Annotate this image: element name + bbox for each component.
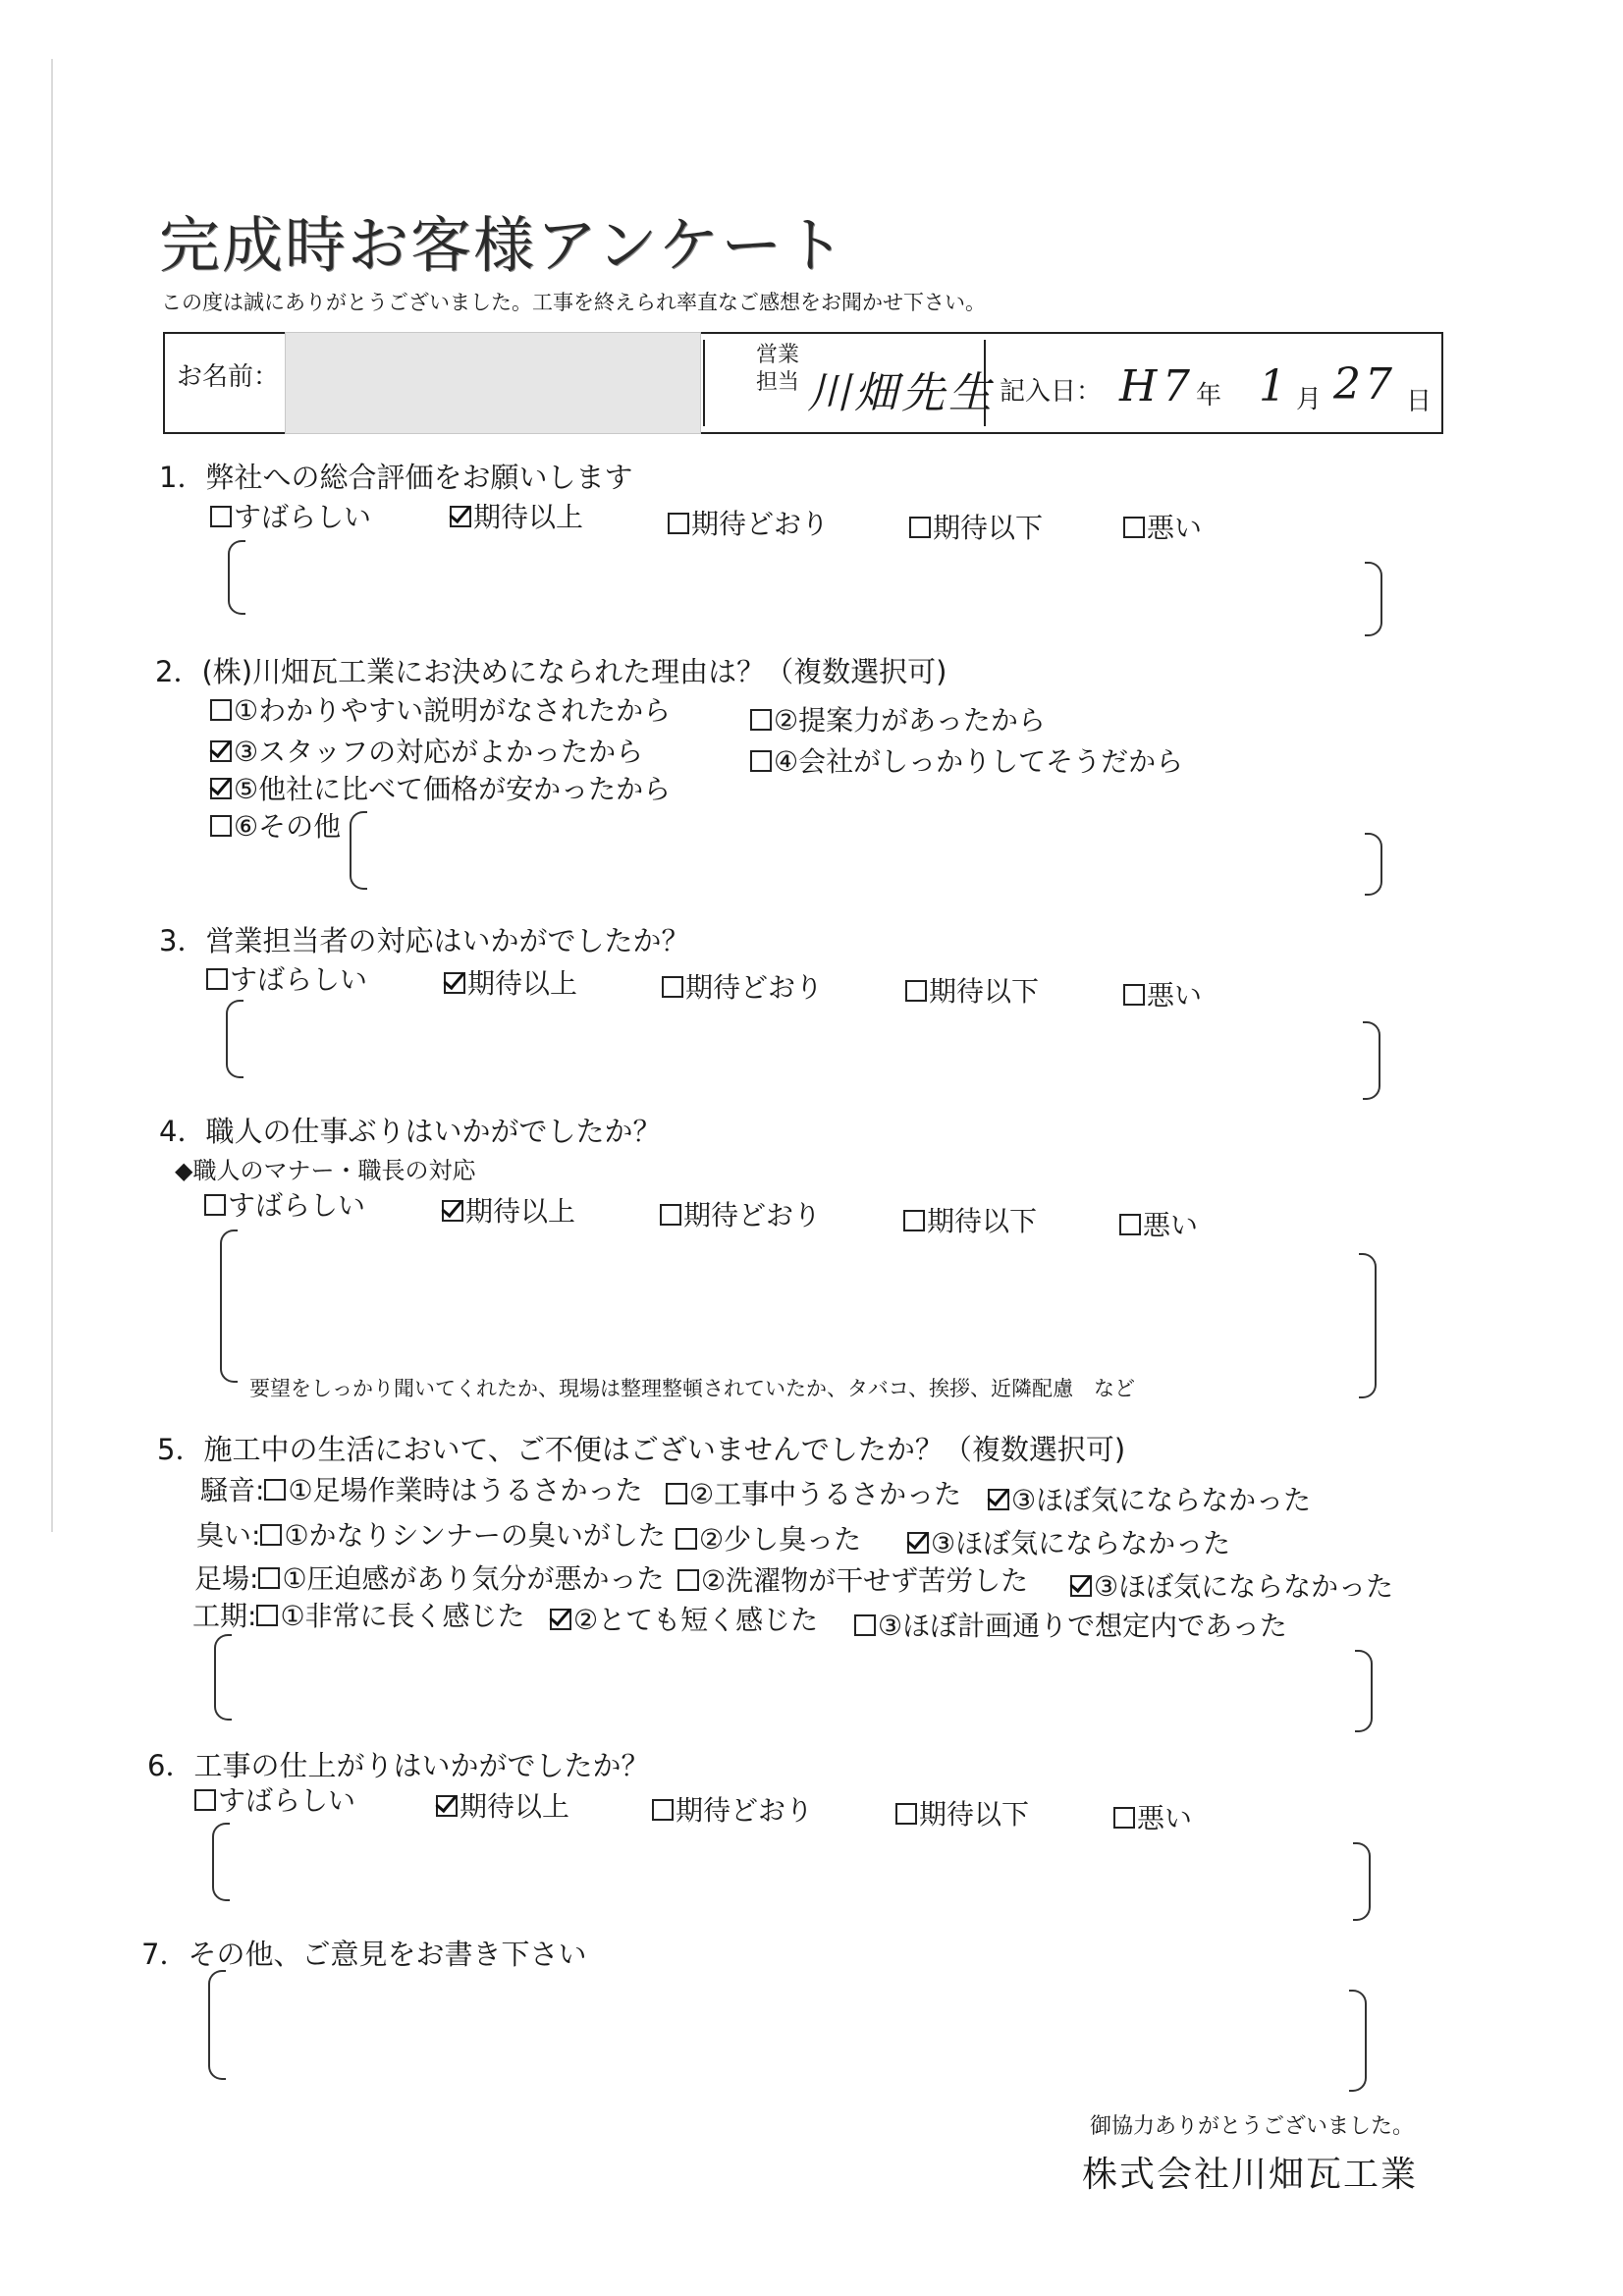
checkbox[interactable] (1123, 984, 1145, 1006)
checkbox[interactable] (676, 1528, 697, 1550)
checkbox[interactable] (854, 1614, 876, 1636)
date-month-unit: 月 (1296, 385, 1323, 414)
q4-subtitle: ◆職人のマナー・職長の対応 (175, 1157, 476, 1184)
scan-edge-line (51, 59, 53, 1532)
q4-option[interactable] (903, 1200, 1037, 1239)
company-name: 株式会社川畑瓦工業 (1082, 2155, 1419, 2195)
checkbox[interactable] (210, 506, 232, 527)
q2-option[interactable] (210, 805, 341, 845)
checkbox[interactable] (256, 1605, 278, 1626)
option-label: 悪い (1147, 512, 1203, 544)
q1-option[interactable] (1123, 507, 1202, 546)
q2-title: 2．(株)川畑瓦工業にお決めになられた理由は？（複数選択可) (155, 655, 947, 688)
comment-bracket-right (1353, 1842, 1371, 1921)
q5-option[interactable] (550, 1599, 818, 1638)
date-day: 27 (1333, 359, 1396, 410)
option-label: 期待以上 (460, 1790, 570, 1823)
q2-option[interactable] (750, 740, 1183, 780)
q1-option[interactable] (450, 496, 583, 535)
checkbox[interactable] (750, 750, 772, 772)
date-day-unit: 日 (1406, 387, 1433, 416)
comment-bracket-left (208, 1970, 226, 2080)
checkbox[interactable] (660, 1204, 681, 1226)
comment-bracket-left (220, 1230, 238, 1383)
q2-option[interactable] (210, 731, 643, 770)
q5-row-scaffold (194, 1558, 665, 1597)
q3-title: 3．営業担当者の対応はいかがでしたか？ (159, 924, 690, 957)
comment-bracket-left (214, 1634, 232, 1721)
option-label: すばらしい (230, 963, 368, 996)
q5-option[interactable] (676, 1518, 861, 1558)
sales-label-bottom: 担当 (756, 370, 800, 395)
checkbox[interactable] (895, 1803, 917, 1825)
q1-option[interactable] (909, 507, 1043, 546)
q3-option[interactable] (1123, 974, 1202, 1013)
option-label: 期待以上 (467, 967, 578, 1000)
checkbox[interactable] (903, 1210, 925, 1231)
q6-option[interactable] (652, 1789, 813, 1829)
option-label: すばらしい (234, 501, 372, 533)
checkbox-checked[interactable] (550, 1609, 571, 1630)
date-year-unit: 年 (1196, 381, 1222, 410)
option-label: ②とても短く感じた (573, 1604, 819, 1636)
q5-option[interactable] (677, 1559, 1028, 1599)
option-label: ②洗濯物が干せず苦労した (701, 1564, 1029, 1597)
row-label: 足場: (194, 1562, 259, 1595)
option-label: すばらしい (218, 1784, 356, 1817)
checkbox[interactable] (662, 976, 683, 998)
option-label: 期待どおり (676, 1794, 814, 1827)
option-label: ③スタッフの対応がよかったから (234, 736, 644, 768)
q4-option[interactable] (442, 1190, 575, 1230)
q4-hint: 要望をしっかり聞いてくれたか、現場は整理整頓されていたか、タバコ、挨拶、近隣配慮 など (249, 1377, 1135, 1400)
comment-bracket-left (228, 540, 245, 615)
q5-row-period (192, 1595, 525, 1634)
q1-option[interactable] (210, 496, 371, 535)
checkbox[interactable] (750, 709, 772, 731)
comment-bracket-right (1365, 562, 1382, 636)
q3-option[interactable] (905, 970, 1039, 1010)
option-label: 悪い (1137, 1802, 1193, 1834)
name-label: お名前： (177, 362, 280, 392)
checkbox[interactable] (905, 980, 927, 1002)
q5-row-smell (196, 1514, 666, 1554)
q6-option[interactable] (1113, 1797, 1192, 1836)
date-era: H (1119, 361, 1162, 411)
option-label: ④会社がしっかりしてそうだから (774, 745, 1184, 778)
checkbox[interactable] (206, 968, 228, 990)
q5-option[interactable] (666, 1473, 961, 1512)
option-label: 期待以上 (465, 1195, 576, 1228)
q2-option[interactable] (210, 768, 671, 807)
name-field-redacted[interactable] (285, 332, 701, 434)
option-label: 期待以下 (929, 975, 1040, 1008)
checkbox[interactable] (260, 1524, 282, 1546)
q3-option[interactable] (662, 966, 823, 1006)
option-label: 期待以下 (933, 512, 1044, 544)
q4-option[interactable] (1119, 1204, 1198, 1243)
row-label: 騒音: (200, 1474, 265, 1506)
comment-bracket-right (1355, 1650, 1373, 1732)
checkbox-checked[interactable] (210, 778, 232, 799)
checkbox[interactable] (652, 1799, 674, 1821)
checkbox[interactable] (258, 1567, 280, 1589)
option-label: ①かなりシンナーの臭いがした (284, 1519, 666, 1552)
checkbox[interactable] (1119, 1214, 1141, 1235)
checkbox-checked[interactable] (450, 506, 471, 527)
q1-title: 1．弊社への総合評価をお願いします (159, 461, 633, 494)
option-label: 悪い (1147, 979, 1203, 1011)
q5-option[interactable] (907, 1522, 1230, 1561)
sales-label (756, 342, 799, 397)
checkbox[interactable] (677, 1569, 699, 1591)
q3-option[interactable] (206, 958, 367, 998)
checkbox[interactable] (194, 1789, 216, 1811)
date-month: 1 (1259, 361, 1290, 411)
option-label: 期待以下 (927, 1205, 1038, 1237)
thanks-text: 御協力ありがとうございました。 (1090, 2114, 1415, 2139)
q4-option[interactable] (204, 1184, 365, 1224)
comment-bracket-left (226, 1000, 243, 1078)
q4-option[interactable] (660, 1194, 821, 1233)
q6-title: 6．工事の仕上がりはいかがでしたか？ (147, 1749, 650, 1782)
comment-bracket-left (350, 811, 367, 890)
q6-option[interactable] (895, 1793, 1029, 1832)
option-label: 悪い (1143, 1209, 1199, 1241)
q3-option[interactable] (444, 962, 577, 1002)
date-label: 記入日： (1000, 377, 1103, 407)
option-label: ①非常に長く感じた (280, 1600, 525, 1632)
checkbox[interactable] (1113, 1807, 1135, 1829)
option-label: ③ほぼ気にならなかった (1011, 1484, 1312, 1516)
checkbox[interactable] (909, 517, 931, 538)
option-label: 期待どおり (683, 1199, 822, 1231)
q5-option[interactable] (854, 1605, 1287, 1644)
q6-option[interactable] (194, 1779, 355, 1819)
comment-bracket-left (212, 1823, 230, 1901)
checkbox-checked[interactable] (444, 972, 465, 994)
option-label: ②少し臭った (699, 1523, 862, 1556)
option-label: 期待どおり (691, 508, 830, 540)
option-label: ①わかりやすい説明がなされたから (234, 694, 672, 727)
sales-label-top: 営業 (756, 343, 800, 367)
q5-option[interactable] (988, 1479, 1311, 1518)
comment-bracket-right (1359, 1253, 1377, 1398)
option-label: 期待以下 (919, 1798, 1030, 1831)
option-label: ⑤他社に比べて価格が安かったから (234, 773, 672, 805)
checkbox[interactable] (210, 815, 232, 837)
q2-option[interactable] (750, 699, 1046, 738)
q6-option[interactable] (436, 1785, 569, 1825)
option-label: 期待以上 (473, 501, 584, 533)
option-label: ②提案力があったから (774, 704, 1046, 737)
comment-bracket-right (1365, 833, 1382, 896)
intro-text: この度は誠にありがとうございました。工事を終えられ率直なご感想をお聞かせ下さい。 (161, 291, 986, 314)
comment-bracket-right (1349, 1990, 1367, 2092)
checkbox-checked[interactable] (436, 1795, 458, 1817)
checkbox[interactable] (210, 699, 232, 721)
checkbox-checked[interactable] (1070, 1575, 1092, 1597)
checkbox[interactable] (204, 1194, 226, 1216)
option-label: ①足場作業時はうるさかった (288, 1474, 643, 1506)
checkbox[interactable] (264, 1479, 286, 1501)
checkbox[interactable] (668, 513, 689, 534)
option-label: ①圧迫感があり気分が悪かった (282, 1562, 665, 1595)
option-label: ③ほぼ気にならなかった (1094, 1570, 1394, 1603)
q4-title: 4．職人の仕事ぶりはいかがでしたか？ (159, 1115, 662, 1148)
checkbox-checked[interactable] (442, 1200, 463, 1222)
q2-option[interactable] (210, 689, 671, 729)
q1-option[interactable] (668, 503, 829, 542)
option-label: ③ほぼ気にならなかった (931, 1527, 1231, 1559)
checkbox[interactable] (1123, 517, 1145, 538)
q5-option[interactable] (1070, 1565, 1393, 1605)
option-label: ③ほぼ計画通りで想定内であった (878, 1610, 1287, 1642)
option-label: すばらしい (228, 1189, 366, 1222)
option-label: ⑥その他 (234, 810, 342, 843)
date-year: 7 (1163, 361, 1194, 411)
q5-row-noise (200, 1469, 643, 1508)
checkbox[interactable] (666, 1483, 687, 1504)
checkbox-checked[interactable] (210, 740, 232, 762)
option-label: 期待どおり (685, 971, 824, 1004)
row-label: 工期: (192, 1600, 257, 1632)
checkbox-checked[interactable] (907, 1532, 929, 1554)
sales-person: 川畑先生 (807, 368, 996, 418)
divider (703, 340, 705, 426)
q5-title: 5．施工中の生活において、ご不便はございませんでしたか？（複数選択可) (157, 1433, 1126, 1466)
option-label: ②工事中うるさかった (689, 1478, 962, 1510)
q7-title: 7．その他、ご意見をお書き下さい (141, 1938, 587, 1971)
checkbox-checked[interactable] (988, 1489, 1009, 1510)
page-title: 完成時お客様アンケート (159, 209, 847, 281)
comment-bracket-right (1363, 1021, 1380, 1100)
row-label: 臭い: (196, 1519, 261, 1552)
